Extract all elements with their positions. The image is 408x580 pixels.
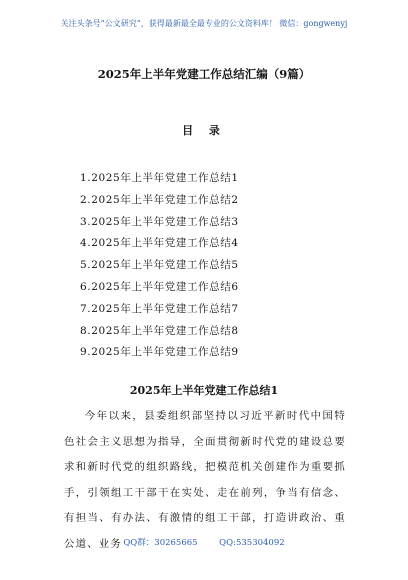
toc-item[interactable]: 1.2025年上半年党建工作总结1 <box>80 172 239 184</box>
toc-item[interactable]: 7.2025年上半年党建工作总结7 <box>80 302 239 315</box>
toc-heading: 目 录 <box>182 124 226 137</box>
section-title: 2025年上半年党建工作总结1 <box>129 384 279 397</box>
toc-item[interactable]: 9.2025年上半年党建工作总结9 <box>80 346 239 359</box>
document-title: 2025年上半年党建工作总结汇编（9篇） <box>97 67 311 81</box>
toc-item[interactable]: 6.2025年上半年党建工作总结6 <box>80 280 239 293</box>
toc-item[interactable]: 4.2025年上半年党建工作总结4 <box>80 237 239 250</box>
toc-item[interactable]: 3.2025年上半年党建工作总结3 <box>80 215 239 228</box>
footer-contacts <box>0 536 408 548</box>
qq-number-text: QQ:535304092 <box>219 538 285 548</box>
toc-item[interactable]: 5.2025年上半年党建工作总结5 <box>80 259 239 272</box>
table-of-contents <box>80 168 239 364</box>
body-paragraph: 今年以来，县委组织部坚持以习近平新时代中国特色社会主义思想为指导，全面贯彻新时代党的建设总要求和新时代党的组织路线，把模范机关创建作为重要抓手，引领组工干部干在实处、走在前列，争当有信念、有担当、有办法、有激情的组工干部，打造讲政治、重公道、业务 <box>64 410 346 550</box>
toc-item[interactable]: 2.2025年上半年党建工作总结2 <box>80 193 239 206</box>
qq-group-text: QQ群：30265665 <box>123 538 198 548</box>
header-notice: 关注头条号“公文研究”，获得最新最全最专业的公文资料库！ 微信：gongwenyj <box>60 19 348 28</box>
toc-item[interactable]: 8.2025年上半年党建工作总结8 <box>80 324 239 337</box>
